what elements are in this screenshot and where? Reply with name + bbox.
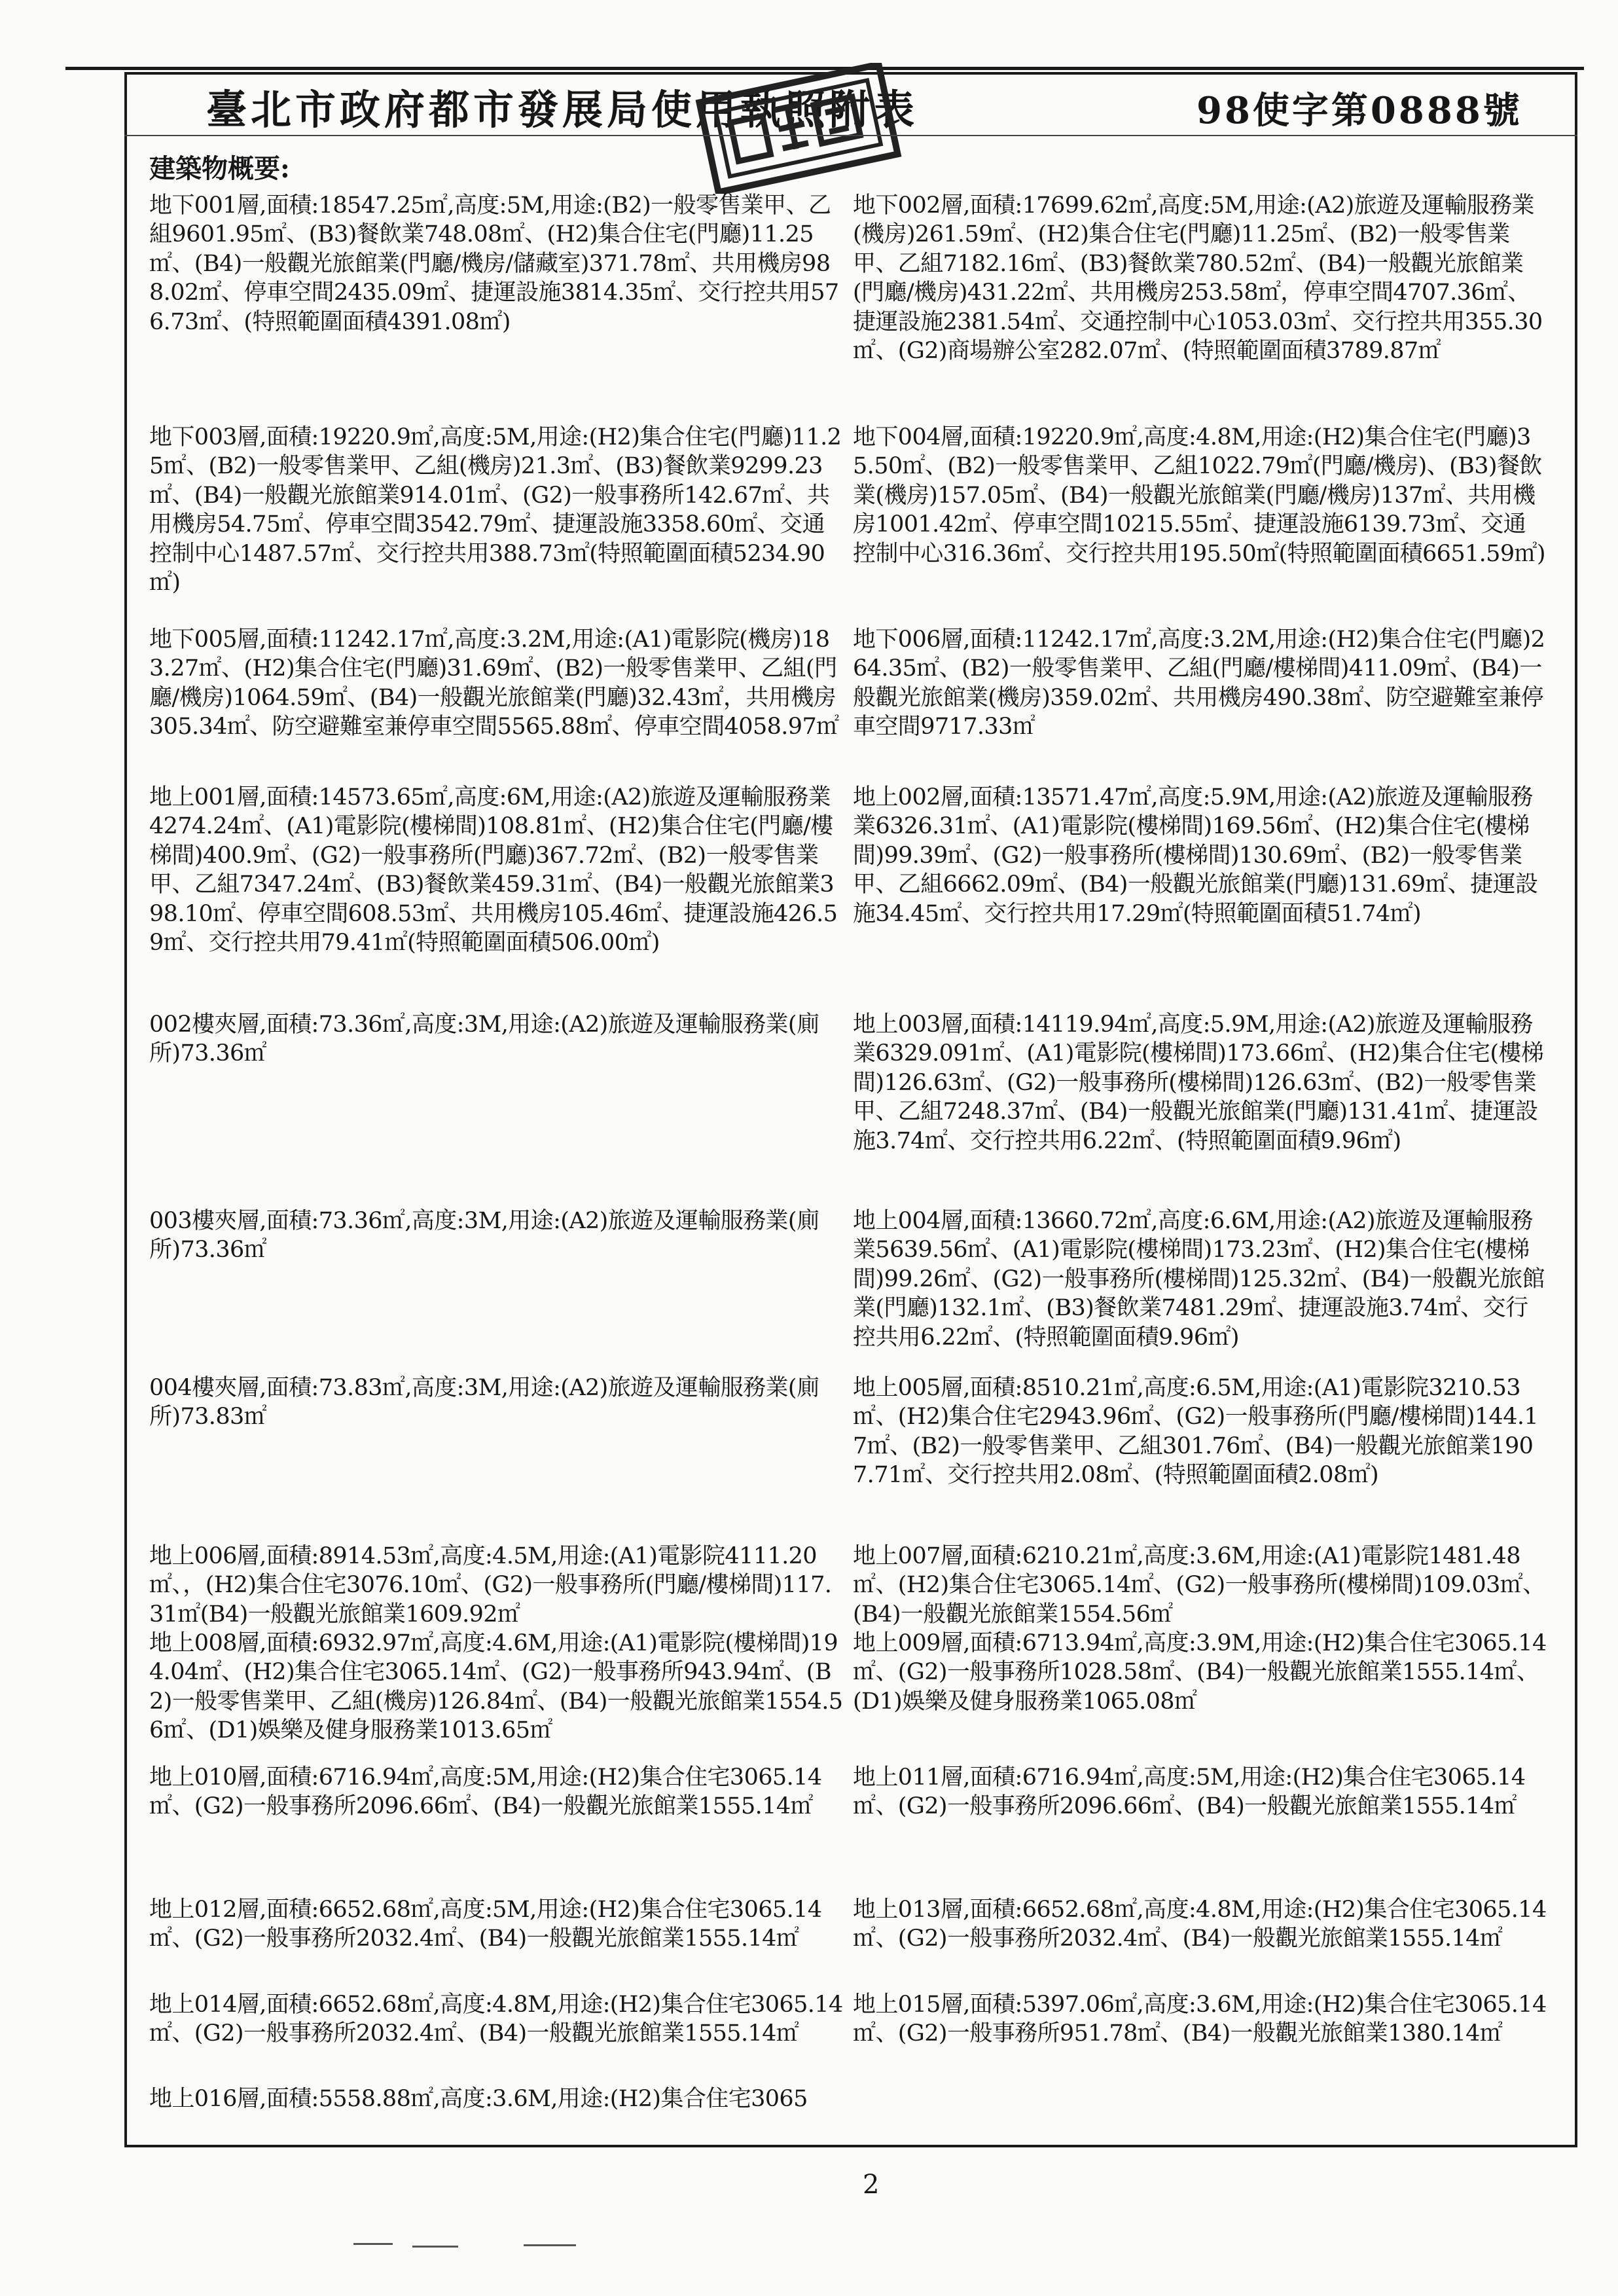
floor-entry-b2: 地下002層,面積:17699.62㎡,高度:5M,用途:(A2)旅遊及運輸服務業(機房)261.59㎡、(H2)集合住宅(門廳)11.25㎡、(B2)一般零售業甲、乙組7182.16㎡、(B3)餐飲業780.52㎡、(B4)一般觀光旅館業(門廳/機房)431.22㎡、共用機房253.58㎡，停車空間4707.36㎡、捷運設施2381.54㎡、交通控制中心1053.03㎡、交行控共用355.30㎡、(G2)商場辦公室282.07㎡、(特照範圍面積3789.87㎡: [853, 192, 1543, 365]
section-heading: 建築物概要:: [149, 153, 290, 184]
floor-entry-3m: 003樓夾層,面積:73.36㎡,高度:3M,用途:(A2)旅遊及運輸服務業(廁所)73.36㎡: [149, 1208, 819, 1264]
scan-smudge: [353, 2243, 393, 2245]
floor-entry-5f: 地上005層,面積:8510.21㎡,高度:6.5M,用途:(A1)電影院3210.53㎡、(H2)集合住宅2943.96㎡、(G2)一般事務所(門廳/樓梯間)144.17㎡、(B2)一般零售業甲、乙組301.76㎡、(B4)一般觀光旅館業1907.71㎡、交行控共用2.08㎡、(特照範圍面積2.08㎡): [853, 1375, 1539, 1489]
official-seal-stamp: [681, 63, 916, 194]
floor-entry-4f: 地上004層,面積:13660.72㎡,高度:6.6M,用途:(A2)旅遊及運輸服務業5639.56㎡、(A1)電影院(樓梯間)173.23㎡、(H2)集合住宅(樓梯間)99.26㎡、(G2)一般事務所(樓梯間)125.32㎡、(B4)一般觀光旅館業(門廳)132.1㎡、(B3)餐飲業7481.29㎡、捷運設施3.74㎡、交行控共用6.22㎡、(特照範圍面積9.96㎡): [853, 1208, 1545, 1351]
floor-entry-b3: 地下003層,面積:19220.9㎡,高度:5M,用途:(H2)集合住宅(門廳)11.25㎡、(B2)一般零售業甲、乙組(機房)21.3㎡、(B3)餐飲業9299.23㎡、(B4)一般觀光旅館業914.01㎡、(G2)一般事務所142.67㎡、共用機房54.75㎡、停車空間3542.79㎡、捷運設施3358.60㎡、交通控制中心1487.57㎡、交行控共用388.73㎡(特照範圍面積5234.90㎡): [149, 424, 842, 596]
floor-entry-b6: 地下006層,面積:11242.17㎡,高度:3.2M,用途:(H2)集合住宅(門廳)264.35㎡、(B2)一般零售業甲、乙組(門廳/樓梯間)411.09㎡、(B4)一般觀光旅館業(機房)359.02㎡、共用機房490.38㎡、防空避難室兼停車空間9717.33㎡: [853, 627, 1545, 740]
floor-entry-14f: 地上014層,面積:6652.68㎡,高度:4.8M,用途:(H2)集合住宅3065.14㎡、(G2)一般事務所2032.4㎡、(B4)一般觀光旅館業1555.14㎡: [149, 1992, 843, 2047]
floor-entry-16f: 地上016層,面積:5558.88㎡,高度:3.6M,用途:(H2)集合住宅3065: [149, 2086, 808, 2112]
document-title: 臺北市政府都市發展局使用執照附表: [206, 86, 919, 134]
floor-entry-3f: 地上003層,面積:14119.94㎡,高度:5.9M,用途:(A2)旅遊及運輸服務業6329.091㎡、(A1)電影院(樓梯間)173.66㎡、(H2)集合住宅(樓梯間)126.63㎡、(G2)一般事務所(樓梯間)126.63㎡、(B2)一般零售業甲、乙組7248.37㎡、(B4)一般觀光旅館業(門廳)131.41㎡、捷運設施3.74㎡、交行控共用6.22㎡、(特照範圍面積9.96㎡): [853, 1011, 1544, 1154]
floor-entry-2f: 地上002層,面積:13571.47㎡,高度:5.9M,用途:(A2)旅遊及運輸服務業6326.31㎡、(A1)電影院(樓梯間)169.56㎡、(H2)集合住宅(樓梯間)99.39㎡、(G2)一般事務所(樓梯間)130.69㎡、(B2)一般零售業甲、乙組6662.09㎡、(B4)一般觀光旅館業(門廳)131.69㎡、捷運設施34.45㎡、交行控共用17.29㎡(特照範圍面積51.74㎡): [853, 784, 1538, 927]
floor-entry-b5: 地下005層,面積:11242.17㎡,高度:3.2M,用途:(A1)電影院(機房)183.27㎡、(H2)集合住宅(門廳)31.69㎡、(B2)一般零售業甲、乙組(門廳/機房)1064.59㎡、(B4)一般觀光旅館業(門廳)32.43㎡，共用機房305.34㎡、防空避難室兼停車空間5565.88㎡、停車空間4058.97㎡: [149, 627, 839, 740]
floor-entry-8f: 地上008層,面積:6932.97㎡,高度:4.6M,用途:(A1)電影院(樓梯間)194.04㎡、(H2)集合住宅3065.14㎡、(G2)一般事務所943.94㎡、(B2)一般零售業甲、乙組(機房)126.84㎡、(B4)一般觀光旅館業1554.56㎡、(D1)娛樂及健身服務業1013.65㎡: [149, 1630, 843, 1744]
permit-number: 98使字第0888號: [1196, 89, 1522, 132]
floor-entry-1f: 地上001層,面積:14573.65㎡,高度:6M,用途:(A2)旅遊及運輸服務業4274.24㎡、(A1)電影院(樓梯間)108.81㎡、(H2)集合住宅(門廳/樓梯間)400.9㎡、(G2)一般事務所(門廳)367.72㎡、(B2)一般零售業甲、乙組7347.24㎡、(B3)餐飲業459.31㎡、(B4)一般觀光旅館業398.10㎡、停車空間608.53㎡、共用機房105.46㎡、捷運設施426.59㎡、交行控共用79.41㎡(特照範圍面積506.00㎡): [149, 784, 838, 957]
floor-entry-12f: 地上012層,面積:6652.68㎡,高度:5M,用途:(H2)集合住宅3065.14㎡、(G2)一般事務所2032.4㎡、(B4)一般觀光旅館業1555.14㎡: [149, 1897, 822, 1952]
floor-entry-15f: 地上015層,面積:5397.06㎡,高度:3.6M,用途:(H2)集合住宅3065.14㎡、(G2)一般事務所951.78㎡、(B4)一般觀光旅館業1380.14㎡: [853, 1992, 1547, 2047]
floor-entry-10f: 地上010層,面積:6716.94㎡,高度:5M,用途:(H2)集合住宅3065.14㎡、(G2)一般事務所2096.66㎡、(B4)一般觀光旅館業1555.14㎡: [149, 1764, 822, 1820]
floor-entry-b1: 地下001層,面積:18547.25㎡,高度:5M,用途:(B2)一般零售業甲、乙組9601.95㎡、(B3)餐飲業748.08㎡、(H2)集合住宅(門廳)11.25㎡、(B4)一般觀光旅館業(門廳/機房/儲藏室)371.78㎡、共用機房988.02㎡、停車空間2435.09㎡、捷運設施3814.35㎡、交行控共用576.73㎡、(特照範圍面積4391.08㎡): [149, 192, 839, 335]
floor-entry-13f: 地上013層,面積:6652.68㎡,高度:4.8M,用途:(H2)集合住宅3065.14㎡、(G2)一般事務所2032.4㎡、(B4)一般觀光旅館業1555.14㎡: [853, 1897, 1547, 1952]
scan-smudge: [412, 2246, 458, 2248]
floor-entry-2m: 002樓夾層,面積:73.36㎡,高度:3M,用途:(A2)旅遊及運輸服務業(廁所)73.36㎡: [149, 1011, 819, 1067]
floor-entry-9f: 地上009層,面積:6713.94㎡,高度:3.9M,用途:(H2)集合住宅3065.14㎡、(G2)一般事務所1028.58㎡、(B4)一般觀光旅館業1555.14㎡、(D1)娛樂及健身服務業1065.08㎡: [853, 1630, 1547, 1715]
page-number: 2: [863, 2170, 880, 2200]
header-divider: [124, 135, 1577, 136]
floor-entry-11f: 地上011層,面積:6716.94㎡,高度:5M,用途:(H2)集合住宅3065.14㎡、(G2)一般事務所2096.66㎡、(B4)一般觀光旅館業1555.14㎡: [853, 1764, 1526, 1820]
floor-entry-6f: 地上006層,面積:8914.53㎡,高度:4.5M,用途:(A1)電影院4111.20㎡、，(H2)集合住宅3076.10㎡、(G2)一般事務所(門廳/樓梯間)117.31㎡(B4)一般觀光旅館業1609.92㎡: [149, 1543, 832, 1628]
floor-entry-7f: 地上007層,面積:6210.21㎡,高度:3.6M,用途:(A1)電影院1481.48㎡、(H2)集合住宅3065.14㎡、(G2)一般事務所(樓梯間)109.03㎡、(B4)一般觀光旅館業1554.56㎡: [853, 1543, 1545, 1628]
floor-entry-4m: 004樓夾層,面積:73.83㎡,高度:3M,用途:(A2)旅遊及運輸服務業(廁所)73.83㎡: [149, 1375, 819, 1430]
scan-smudge: [524, 2244, 576, 2246]
floor-entry-b4: 地下004層,面積:19220.9㎡,高度:4.8M,用途:(H2)集合住宅(門廳)35.50㎡、(B2)一般零售業甲、乙組1022.79㎡(門廳/機房)、(B3)餐飲業(機房)157.05㎡、(B4)一般觀光旅館業(門廳/機房)137㎡、共用機房1001.42㎡、停車空間10215.55㎡、捷運設施6139.73㎡、交通控制中心316.36㎡、交行控共用195.50㎡(特照範圍面積6651.59㎡): [853, 424, 1545, 567]
